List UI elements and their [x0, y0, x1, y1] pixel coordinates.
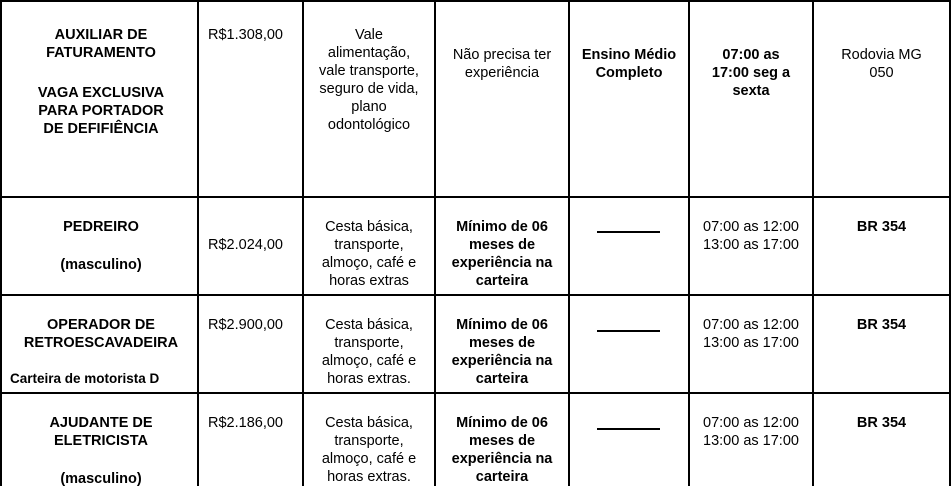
education-empty-dash — [597, 330, 660, 332]
job-title: OPERADOR DE RETROESCAVADEIRA — [23, 317, 179, 351]
column-divider — [197, 0, 199, 486]
table-border-top — [0, 0, 951, 2]
experience: Mínimo de 06 meses de experiência na carteira — [451, 415, 553, 485]
salary: R$2.024,00 — [208, 237, 283, 253]
education-empty-dash — [597, 428, 660, 430]
benefits: Vale alimentação, vale transporte, seguro de vida, plano odontológico — [319, 27, 419, 133]
location: BR 354 — [856, 415, 907, 431]
benefits: Cesta básica, transporte, almoço, café e horas extras. — [321, 317, 417, 387]
salary: R$1.308,00 — [208, 27, 283, 43]
row-divider — [0, 196, 951, 198]
row-divider — [0, 392, 951, 394]
row-divider — [0, 294, 951, 296]
salary: R$2.186,00 — [208, 415, 283, 431]
column-divider — [0, 0, 2, 486]
job-title: AUXILIAR DE FATURAMENTO — [46, 27, 156, 61]
job-title: PEDREIRO — [63, 219, 139, 235]
experience: Mínimo de 06 meses de experiência na carteira — [451, 219, 553, 289]
job-note: VAGA EXCLUSIVA PARA PORTADOR DE DEFIFIÊNCIA — [37, 85, 165, 137]
schedule: 07:00 as 12:00 13:00 as 17:00 — [703, 219, 799, 253]
job-title: AJUDANTE DE ELETRICISTA — [49, 415, 153, 449]
job-note: Carteira de motorista D — [10, 371, 160, 386]
schedule: 07:00 as 12:00 13:00 as 17:00 — [703, 415, 799, 449]
salary: R$2.900,00 — [208, 317, 283, 333]
benefits: Cesta básica, transporte, almoço, café e horas extras. — [321, 415, 417, 485]
location: Rodovia MG 050 — [841, 47, 922, 81]
job-note: (masculino) — [60, 471, 142, 487]
experience: Mínimo de 06 meses de experiência na carteira — [451, 317, 553, 387]
location: BR 354 — [856, 317, 907, 333]
education: Ensino Médio Completo — [581, 47, 677, 81]
location: BR 354 — [856, 219, 907, 235]
job-note: (masculino) — [60, 257, 142, 273]
education-empty-dash — [597, 231, 660, 233]
experience: Não precisa ter experiência — [452, 47, 552, 81]
benefits: Cesta básica, transporte, almoço, café e horas extras — [321, 219, 417, 289]
schedule: 07:00 as 17:00 seg a sexta — [711, 47, 791, 99]
schedule: 07:00 as 12:00 13:00 as 17:00 — [703, 317, 799, 351]
